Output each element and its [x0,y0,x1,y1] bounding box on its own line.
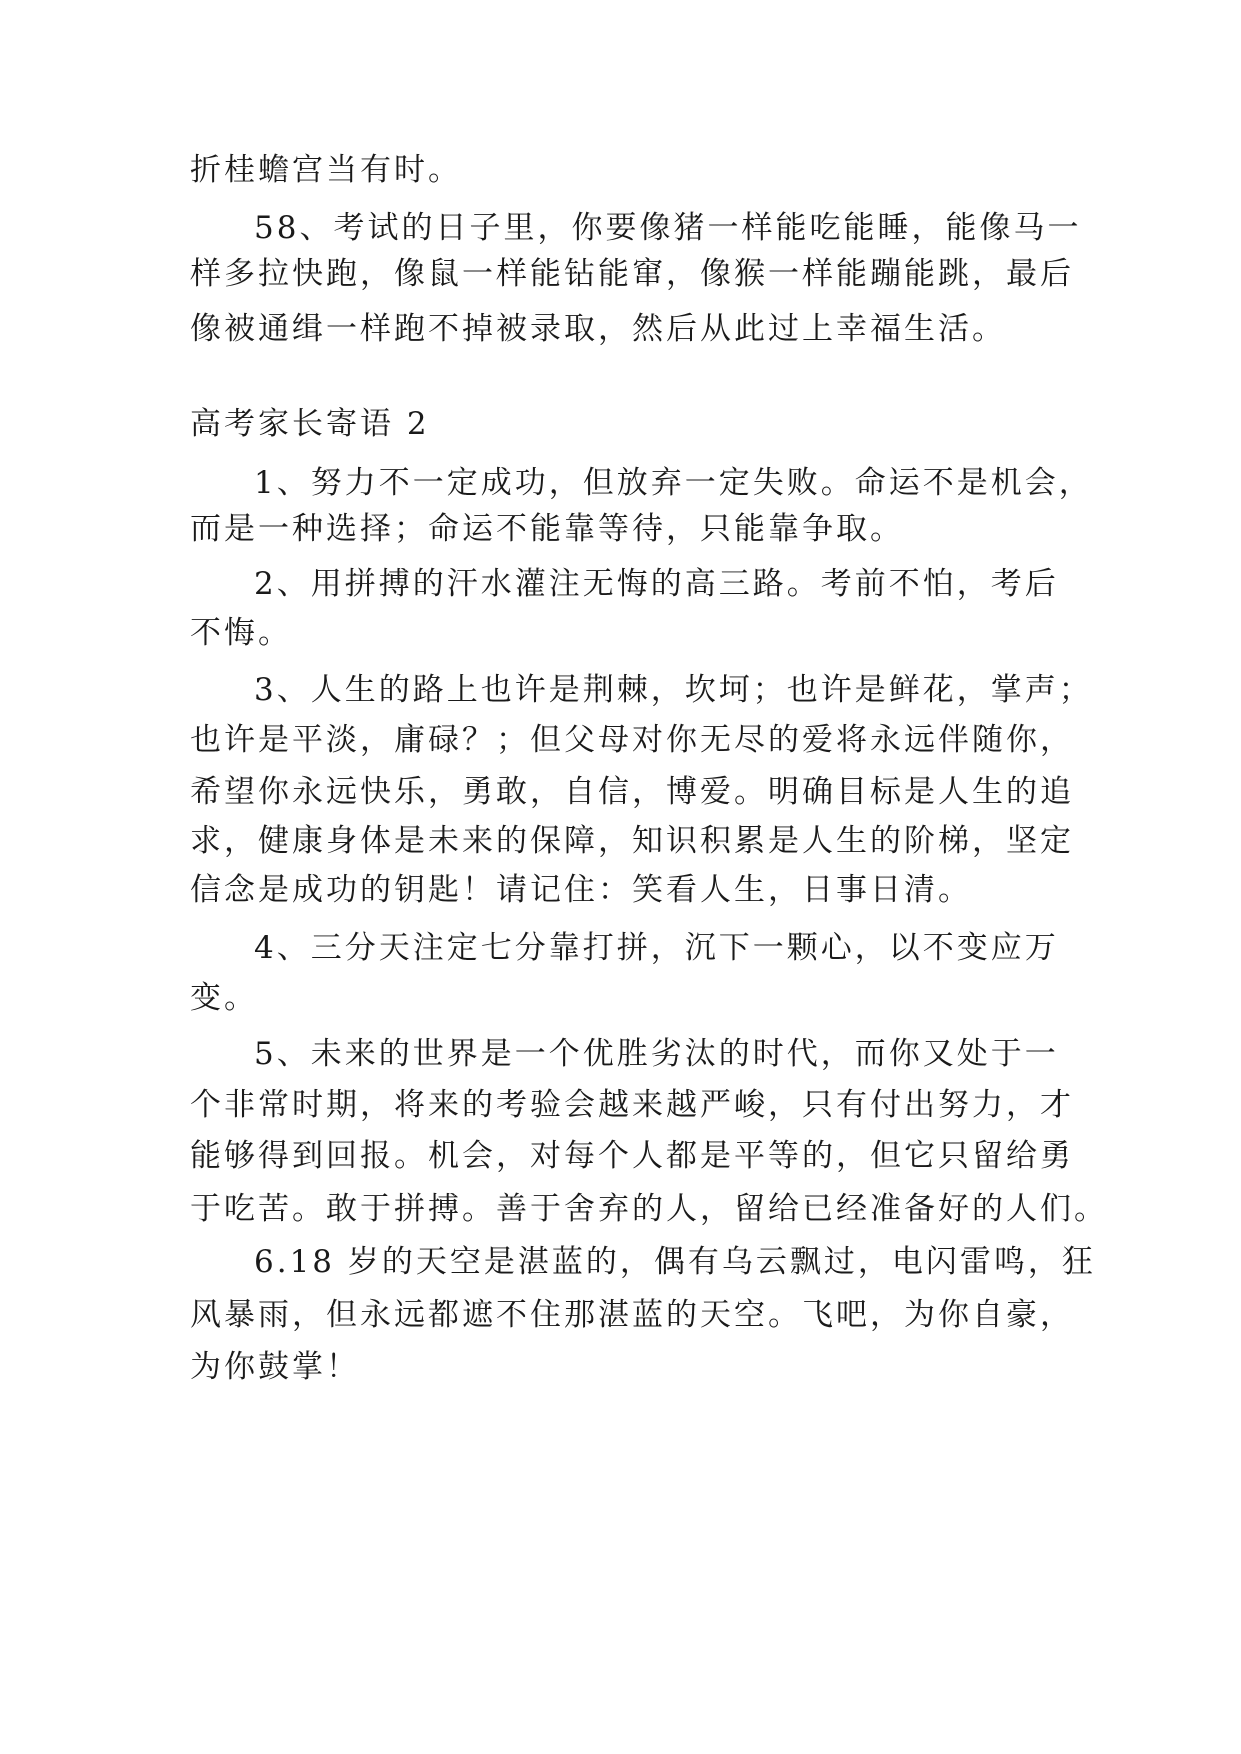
item-5-line-4: 于吃苦。敢于拼搏。善于舍弃的人，留给已经准备好的人们。 [190,1191,1108,1227]
item-5-line-2: 个非常时期，将来的考验会越来越严峻，只有付出努力，才 [190,1087,1074,1123]
item-6-line-2: 风暴雨，但永远都遮不住那湛蓝的天空。飞吧，为你自豪， [190,1297,1074,1333]
item-3-line-1: 3、人生的路上也许是荆棘，坎坷；也许是鲜花，掌声； [254,672,1093,708]
item-3-line-4: 求，健康身体是未来的保障，知识积累是人生的阶梯，坚定 [190,823,1074,859]
item-2-line-1: 2、用拼搏的汗水灌注无悔的高三路。考前不怕，考后 [254,566,1059,602]
item-1-line-2: 而是一种选择；命运不能靠等待，只能靠争取。 [190,511,904,547]
item-6-line-1: 6.18 岁的天空是湛蓝的，偶有乌云飘过，电闪雷鸣，狂 [254,1244,1096,1280]
item-2-line-2: 不悔。 [190,615,292,651]
paragraph-58-line-1: 58、考试的日子里，你要像猪一样能吃能睡，能像马一 [254,210,1082,246]
section-heading: 高考家长寄语 2 [190,406,430,442]
item-3-line-5: 信念是成功的钥匙！请记住：笑看人生，日事日清。 [190,872,972,908]
item-3-line-3: 希望你永远快乐，勇敢，自信，博爱。明确目标是人生的追 [190,774,1074,810]
item-3-line-2: 也许是平淡，庸碌？；但父母对你无尽的爱将永远伴随你， [190,722,1074,758]
text-line: 折桂蟾宫当有时。 [190,152,462,188]
item-5-line-1: 5、未来的世界是一个优胜劣汰的时代，而你又处于一 [254,1036,1059,1072]
item-4-line-2: 变。 [190,980,258,1016]
item-4-line-1: 4、三分天注定七分靠打拼，沉下一颗心，以不变应万 [254,930,1059,966]
item-5-line-3: 能够得到回报。机会，对每个人都是平等的，但它只留给勇 [190,1138,1074,1174]
item-1-line-1: 1、努力不一定成功，但放弃一定失败。命运不是机会， [254,465,1093,501]
paragraph-58-line-2: 样多拉快跑，像鼠一样能钻能窜，像猴一样能蹦能跳，最后 [190,256,1074,292]
item-6-line-3: 为你鼓掌！ [190,1349,360,1385]
paragraph-58-line-3: 像被通缉一样跑不掉被录取，然后从此过上幸福生活。 [190,311,1006,347]
